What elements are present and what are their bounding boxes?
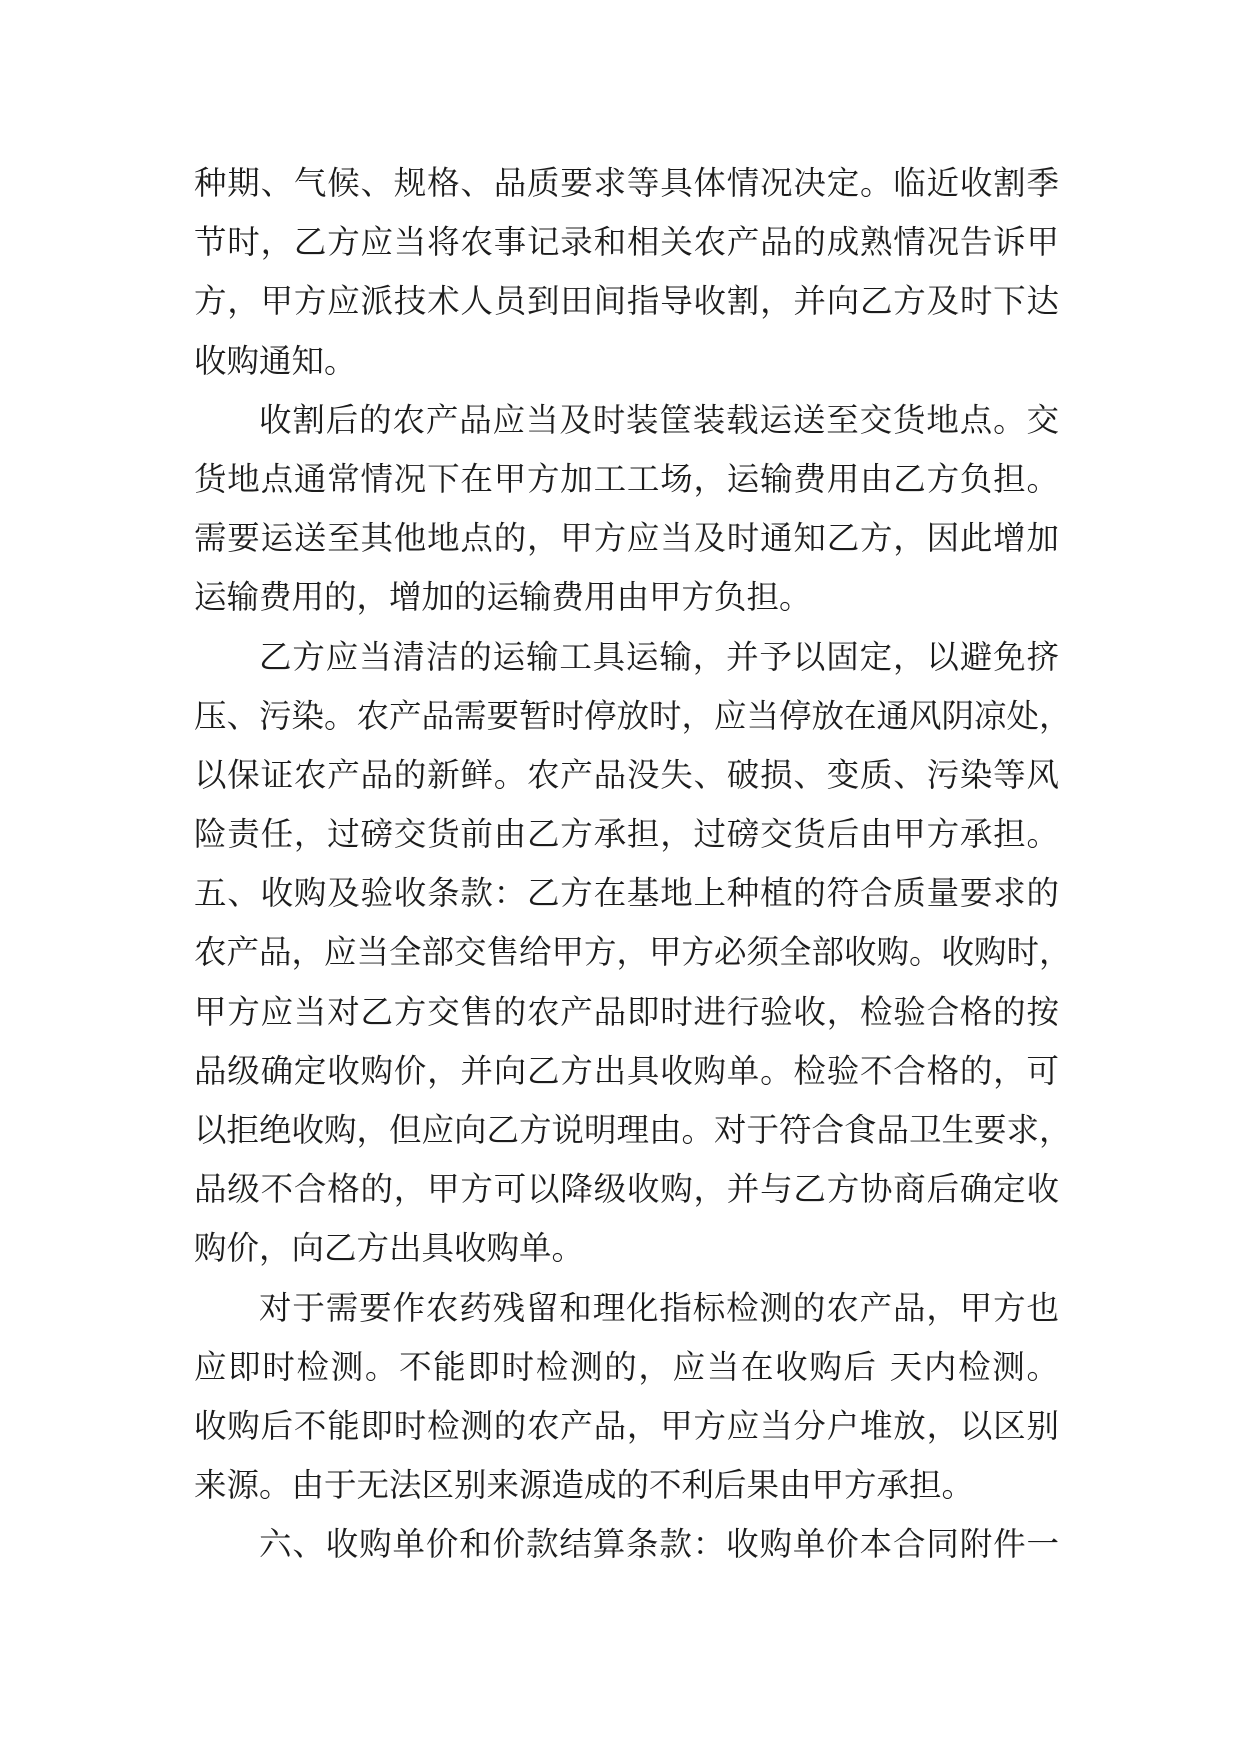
paragraph-first-line: 收割后的农产品应当及时装筐装载运送至交货地点。交 — [259, 400, 1059, 439]
text-line: 压、污染。农产品需要暂时停放时，应当停放在通风阴凉处， — [194, 696, 1072, 735]
text-line: 以拒绝收购，但应向乙方说明理由。对于符合食品卫生要求， — [194, 1111, 1072, 1149]
paragraph-first-line: 乙方应当清洁的运输工具运输，并予以固定，以避免挤 — [259, 637, 1059, 676]
text-line: 收购通知。 — [194, 341, 357, 380]
text-line: 来源。由于无法区别来源造成的不利后果由甲方承担。 — [194, 1466, 975, 1505]
text-line: 应即时检测。不能即时检测的，应当在收购后 天内检测。 — [194, 1347, 1059, 1386]
paragraph-first-line: 对于需要作农药残留和理化指标检测的农产品，甲方也 — [259, 1288, 1059, 1327]
text-line: 以保证农产品的新鲜。农产品没失、破损、变质、污染等风 — [194, 755, 1059, 794]
text-line: 甲方应当对乙方交售的农产品即时进行验收，检验合格的按 — [194, 992, 1059, 1031]
document-body — [194, 154, 1072, 1575]
text-line: 货地点通常情况下在甲方加工工场，运输费用由乙方负担。 — [194, 459, 1059, 498]
text-line: 险责任，过磅交货前由乙方承担，过磅交货后由甲方承担。 — [194, 815, 1059, 854]
text-line: 购价，向乙方出具收购单。 — [194, 1229, 585, 1268]
text-line: 品级不合格的，甲方可以降级收购，并与乙方协商后确定收 — [194, 1170, 1059, 1209]
text-line: 农产品，应当全部交售给甲方，甲方必须全部收购。收购时， — [194, 933, 1072, 972]
text-line: 节时，乙方应当将农事记录和相关农产品的成熟情况告诉甲 — [194, 223, 1059, 262]
section-heading-line: 五、收购及验收条款：乙方在基地上种植的符合质量要求的 — [194, 874, 1059, 913]
section-heading-line: 六、收购单价和价款结算条款：收购单价本合同附件一 — [259, 1525, 1059, 1564]
text-line: 需要运送至其他地点的，甲方应当及时通知乙方，因此增加 — [194, 519, 1059, 558]
text-line: 方，甲方应派技术人员到田间指导收割，并向乙方及时下达 — [194, 282, 1059, 321]
text-line: 种期、气候、规格、品质要求等具体情况决定。临近收割季 — [194, 164, 1059, 202]
text-line: 收购后不能即时检测的农产品，甲方应当分户堆放，以区别 — [194, 1406, 1059, 1445]
text-line: 品级确定收购价，并向乙方出具收购单。检验不合格的，可 — [194, 1051, 1059, 1090]
text-line: 运输费用的，增加的运输费用由甲方负担。 — [194, 578, 812, 617]
